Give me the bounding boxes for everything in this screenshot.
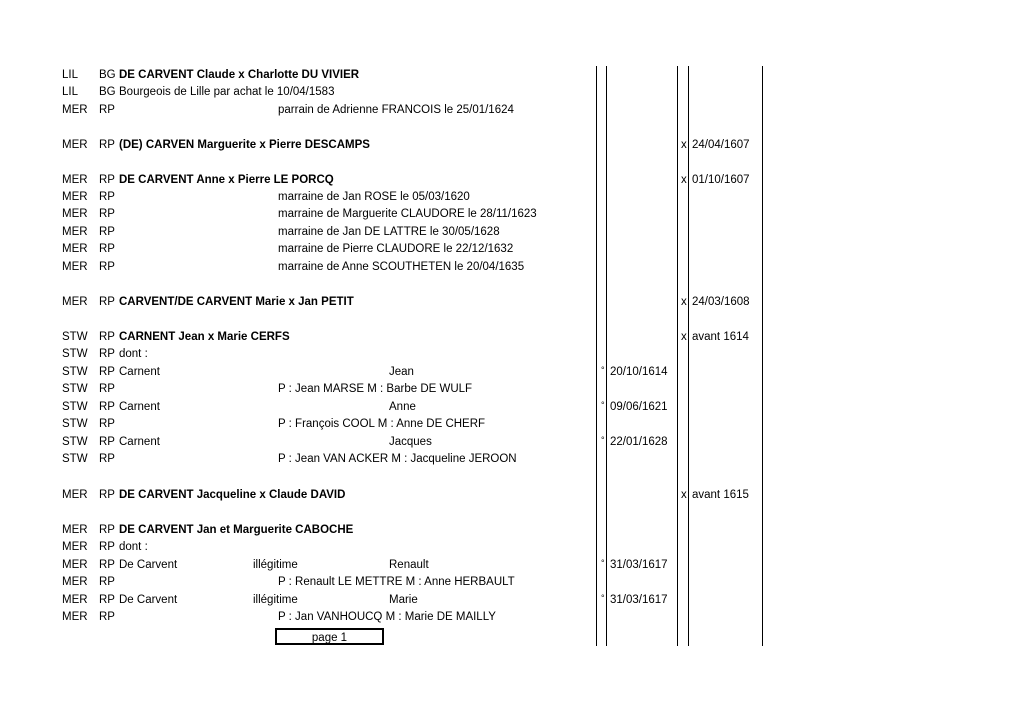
record-row <box>0 67 1024 84</box>
cell-place: MER <box>62 296 88 308</box>
cell-src: RP <box>99 559 115 571</box>
record-row <box>0 206 1024 223</box>
cell-src: BG <box>99 86 116 98</box>
record-row <box>0 259 1024 276</box>
cell-info: marraine de Anne SCOUTHETEN le 20/04/1635 <box>278 261 525 273</box>
cell-info: P : Jean VAN ACKER M : Jacqueline JEROON <box>278 453 517 465</box>
record-row <box>0 137 1024 154</box>
cell-bmark: ° <box>601 400 605 410</box>
cell-note: illégitime <box>253 559 298 571</box>
cell-main: DE CARVENT Anne x Pierre LE PORCQ <box>119 174 334 186</box>
cell-info: P : Jean MARSE M : Barbe DE WULF <box>278 383 473 395</box>
cell-place: LIL <box>62 69 78 81</box>
cell-name: Marie <box>389 594 418 606</box>
cell-src: RP <box>99 243 115 255</box>
cell-mmark: x <box>681 139 687 151</box>
cell-bmark: ° <box>601 558 605 568</box>
record-row <box>0 557 1024 574</box>
cell-src: RP <box>99 366 115 378</box>
cell-place: STW <box>62 383 88 395</box>
cell-place: MER <box>62 208 88 220</box>
cell-place: MER <box>62 576 88 588</box>
record-row <box>0 364 1024 381</box>
record-row <box>0 451 1024 468</box>
record-row <box>0 189 1024 206</box>
record-row <box>0 522 1024 539</box>
cell-src: RP <box>99 383 115 395</box>
cell-bdate: 31/03/1617 <box>610 559 668 571</box>
cell-src: RP <box>99 296 115 308</box>
cell-main: dont : <box>119 348 148 360</box>
cell-src: RP <box>99 453 115 465</box>
cell-name: Jean <box>389 366 414 378</box>
record-row <box>0 574 1024 591</box>
cell-place: MER <box>62 489 88 501</box>
cell-place: STW <box>62 331 88 343</box>
cell-mdate: 24/04/1607 <box>692 139 750 151</box>
cell-bdate: 22/01/1628 <box>610 436 668 448</box>
cell-src: RP <box>99 174 115 186</box>
cell-main: Carnent <box>119 366 160 378</box>
cell-main: CARNENT Jean x Marie CERFS <box>119 331 290 343</box>
record-row <box>0 399 1024 416</box>
cell-place: MER <box>62 139 88 151</box>
record-row <box>0 102 1024 119</box>
cell-src: RP <box>99 489 115 501</box>
cell-place: MER <box>62 541 88 553</box>
record-row <box>0 329 1024 346</box>
record-row <box>0 241 1024 258</box>
record-row <box>0 381 1024 398</box>
record-row <box>0 487 1024 504</box>
record-row <box>0 609 1024 626</box>
cell-place: STW <box>62 418 88 430</box>
record-row <box>0 172 1024 189</box>
cell-place: STW <box>62 453 88 465</box>
cell-mdate: avant 1614 <box>692 331 749 343</box>
cell-main: DE CARVENT Jacqueline x Claude DAVID <box>119 489 346 501</box>
record-row <box>0 224 1024 241</box>
cell-info: parrain de Adrienne FRANCOIS le 25/01/1624 <box>278 104 514 116</box>
cell-bdate: 09/06/1621 <box>610 401 668 413</box>
cell-place: LIL <box>62 86 78 98</box>
cell-note: illégitime <box>253 594 298 606</box>
cell-mdate: 01/10/1607 <box>692 174 750 186</box>
cell-info: marraine de Marguerite CLAUDORE le 28/11/1623 <box>278 208 537 220</box>
cell-place: STW <box>62 366 88 378</box>
cell-mmark: x <box>681 331 687 343</box>
cell-main: (DE) CARVEN Marguerite x Pierre DESCAMPS <box>119 139 370 151</box>
cell-info: marraine de Jan ROSE le 05/03/1620 <box>278 191 470 203</box>
cell-main: DE CARVENT Jan et Marguerite CABOCHE <box>119 524 354 536</box>
cell-main: DE CARVENT Claude x Charlotte DU VIVIER <box>119 69 360 81</box>
cell-place: MER <box>62 261 88 273</box>
record-row <box>0 346 1024 363</box>
record-row <box>0 539 1024 556</box>
cell-src: RP <box>99 524 115 536</box>
cell-main: CARVENT/DE CARVENT Marie x Jan PETIT <box>119 296 354 308</box>
page-number: page 1 <box>311 632 348 644</box>
cell-place: MER <box>62 226 88 238</box>
cell-src: RP <box>99 104 115 116</box>
cell-place: STW <box>62 348 88 360</box>
cell-src: BG <box>99 69 116 81</box>
record-row <box>0 84 1024 101</box>
cell-src: RP <box>99 541 115 553</box>
cell-main: dont : <box>119 541 148 553</box>
cell-name: Jacques <box>389 436 432 448</box>
cell-mmark: x <box>681 489 687 501</box>
cell-place: MER <box>62 611 88 623</box>
cell-main: Bourgeois de Lille par achat le 10/04/1583 <box>119 86 335 98</box>
cell-src: RP <box>99 418 115 430</box>
cell-src: RP <box>99 261 115 273</box>
cell-name: Renault <box>389 559 429 571</box>
record-row <box>0 294 1024 311</box>
cell-bmark: ° <box>601 593 605 603</box>
cell-src: RP <box>99 594 115 606</box>
cell-place: MER <box>62 243 88 255</box>
cell-place: STW <box>62 436 88 448</box>
cell-main: Carnent <box>119 436 160 448</box>
cell-place: MER <box>62 104 88 116</box>
record-row <box>0 434 1024 451</box>
cell-name: Anne <box>389 401 416 413</box>
cell-mmark: x <box>681 296 687 308</box>
cell-main: De Carvent <box>119 594 178 606</box>
cell-info: P : François COOL M : Anne DE CHERF <box>278 418 486 430</box>
cell-place: MER <box>62 174 88 186</box>
cell-src: RP <box>99 401 115 413</box>
cell-place: MER <box>62 191 88 203</box>
cell-info: marraine de Pierre CLAUDORE le 22/12/1632 <box>278 243 514 255</box>
cell-mdate: avant 1615 <box>692 489 749 501</box>
cell-src: RP <box>99 139 115 151</box>
cell-bmark: ° <box>601 365 605 375</box>
cell-src: RP <box>99 576 115 588</box>
cell-info: P : Jan VANHOUCQ M : Marie DE MAILLY <box>278 611 496 623</box>
cell-src: RP <box>99 191 115 203</box>
record-row <box>0 416 1024 433</box>
cell-src: RP <box>99 208 115 220</box>
cell-info: P : Renault LE METTRE M : Anne HERBAULT <box>278 576 515 588</box>
cell-src: RP <box>99 226 115 238</box>
cell-main: De Carvent <box>119 559 178 571</box>
cell-src: RP <box>99 436 115 448</box>
cell-place: MER <box>62 524 88 536</box>
cell-src: RP <box>99 611 115 623</box>
cell-mmark: x <box>681 174 687 186</box>
cell-place: MER <box>62 559 88 571</box>
page-number-box <box>275 628 384 645</box>
cell-main: Carnent <box>119 401 160 413</box>
cell-bdate: 20/10/1614 <box>610 366 668 378</box>
cell-info: marraine de Jan DE LATTRE le 30/05/1628 <box>278 226 500 238</box>
cell-src: RP <box>99 348 115 360</box>
cell-src: RP <box>99 331 115 343</box>
record-row <box>0 592 1024 609</box>
cell-place: STW <box>62 401 88 413</box>
cell-place: MER <box>62 594 88 606</box>
cell-mdate: 24/03/1608 <box>692 296 750 308</box>
cell-bdate: 31/03/1617 <box>610 594 668 606</box>
cell-bmark: ° <box>601 435 605 445</box>
